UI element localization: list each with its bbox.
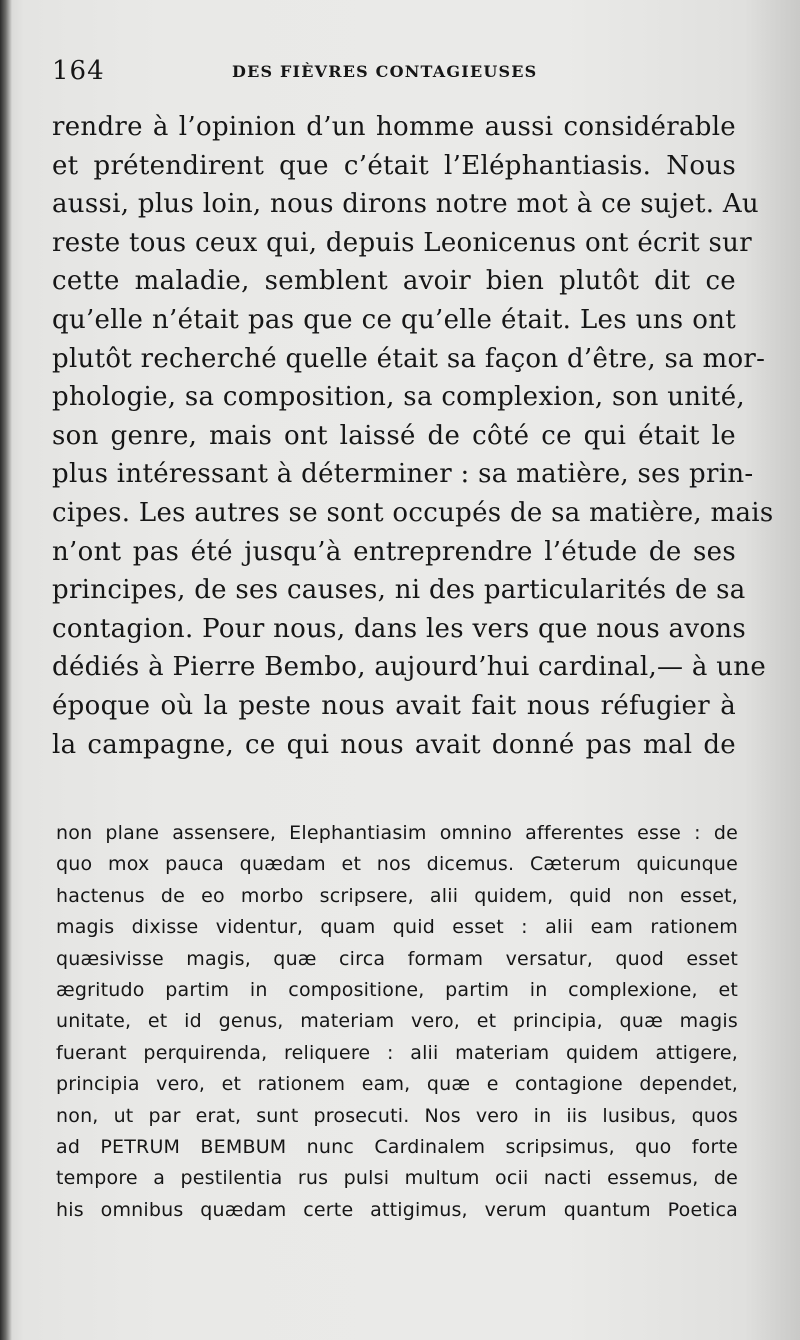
- main-text-line: plutôt recherché quelle était sa façon d’être, sa mor-: [52, 343, 766, 374]
- notes-text-line: ad PETRUM BEMBUM nunc Cardinalem scripsimus, quo forte: [56, 1136, 738, 1159]
- notes-text-line: fuerant perquirenda, reliquere : alii materiam quidem attigere,: [56, 1041, 738, 1064]
- notes-text-line: ægritudo partim in compositione, partim in complexione, et: [56, 979, 738, 1002]
- notes-text-line: magis dixisse videntur, quam quid esset : alii eam rationem: [56, 916, 738, 939]
- notes-text-line: principia vero, et rationem eam, quæ e contagione dependet,: [56, 1073, 738, 1096]
- main-text-line: la campagne, ce qui nous avait donné pas mal de: [52, 729, 736, 760]
- page-number: 164: [52, 56, 105, 86]
- main-text-line: époque où la peste nous avait fait nous réfugier à: [52, 690, 736, 721]
- main-text-line: principes, de ses causes, ni des particularités de sa: [52, 575, 746, 606]
- main-text-line: cette maladie, semblent avoir bien plutôt dit ce: [52, 266, 736, 297]
- notes-text-line: non, ut par erat, sunt prosecuti. Nos vero in iis lusibus, quos: [56, 1104, 738, 1127]
- notes-text-line: quo mox pauca quædam et nos dicemus. Cæterum quicunque: [56, 853, 738, 876]
- main-text-line: dédiés à Pierre Bembo, aujourd’hui cardinal,— à une: [52, 652, 767, 683]
- main-text-line: plus intéressant à déterminer : sa matière, ses prin-: [52, 459, 754, 490]
- main-text-line: contagion. Pour nous, dans les vers que nous avons: [52, 613, 746, 644]
- notes-text-line: unitate, et id genus, materiam vero, et principia, quæ magis: [56, 1010, 738, 1033]
- main-text-line: aussi, plus loin, nous dirons notre mot à ce sujet. Au: [52, 189, 759, 220]
- latin-notes-block: [56, 818, 738, 1226]
- main-text-line: phologie, sa composition, sa complexion, son unité,: [52, 382, 745, 413]
- running-title: DES FIÈVRES CONTAGIEUSES: [232, 62, 538, 81]
- notes-text-line: non plane assensere, Elephantiasim omnino afferentes esse : de: [56, 822, 738, 844]
- main-text-line: son genre, mais ont laissé de côté ce qui était le: [52, 420, 736, 451]
- main-text-line: et prétendirent que c’était l’Eléphantiasis. Nous: [52, 150, 736, 181]
- notes-text-line: his omnibus quædam certe attigimus, verum quantum Poetica: [56, 1198, 738, 1221]
- main-text-line: reste tous ceux qui, depuis Leonicenus ont écrit sur: [52, 227, 752, 258]
- main-text-line: rendre à l’opinion d’un homme aussi considérable: [52, 112, 736, 142]
- main-text-line: n’ont pas été jusqu’à entreprendre l’étude de ses: [52, 536, 736, 567]
- page-binding-shadow: [0, 0, 12, 1340]
- notes-text-line: hactenus de eo morbo scripsere, alii quidem, quid non esset,: [56, 884, 738, 907]
- main-text-line: qu’elle n’était pas que ce qu’elle était. Les uns ont: [52, 304, 736, 335]
- main-text-block: [52, 108, 774, 764]
- main-text-line: cipes. Les autres se sont occupés de sa matière, mais: [52, 497, 774, 528]
- notes-text-line: quæsivisse magis, quæ circa formam versatur, quod esset: [56, 947, 738, 970]
- notes-text-line: tempore a pestilentia rus pulsi multum ocii nacti essemus, de: [56, 1167, 738, 1190]
- running-head: [52, 56, 742, 90]
